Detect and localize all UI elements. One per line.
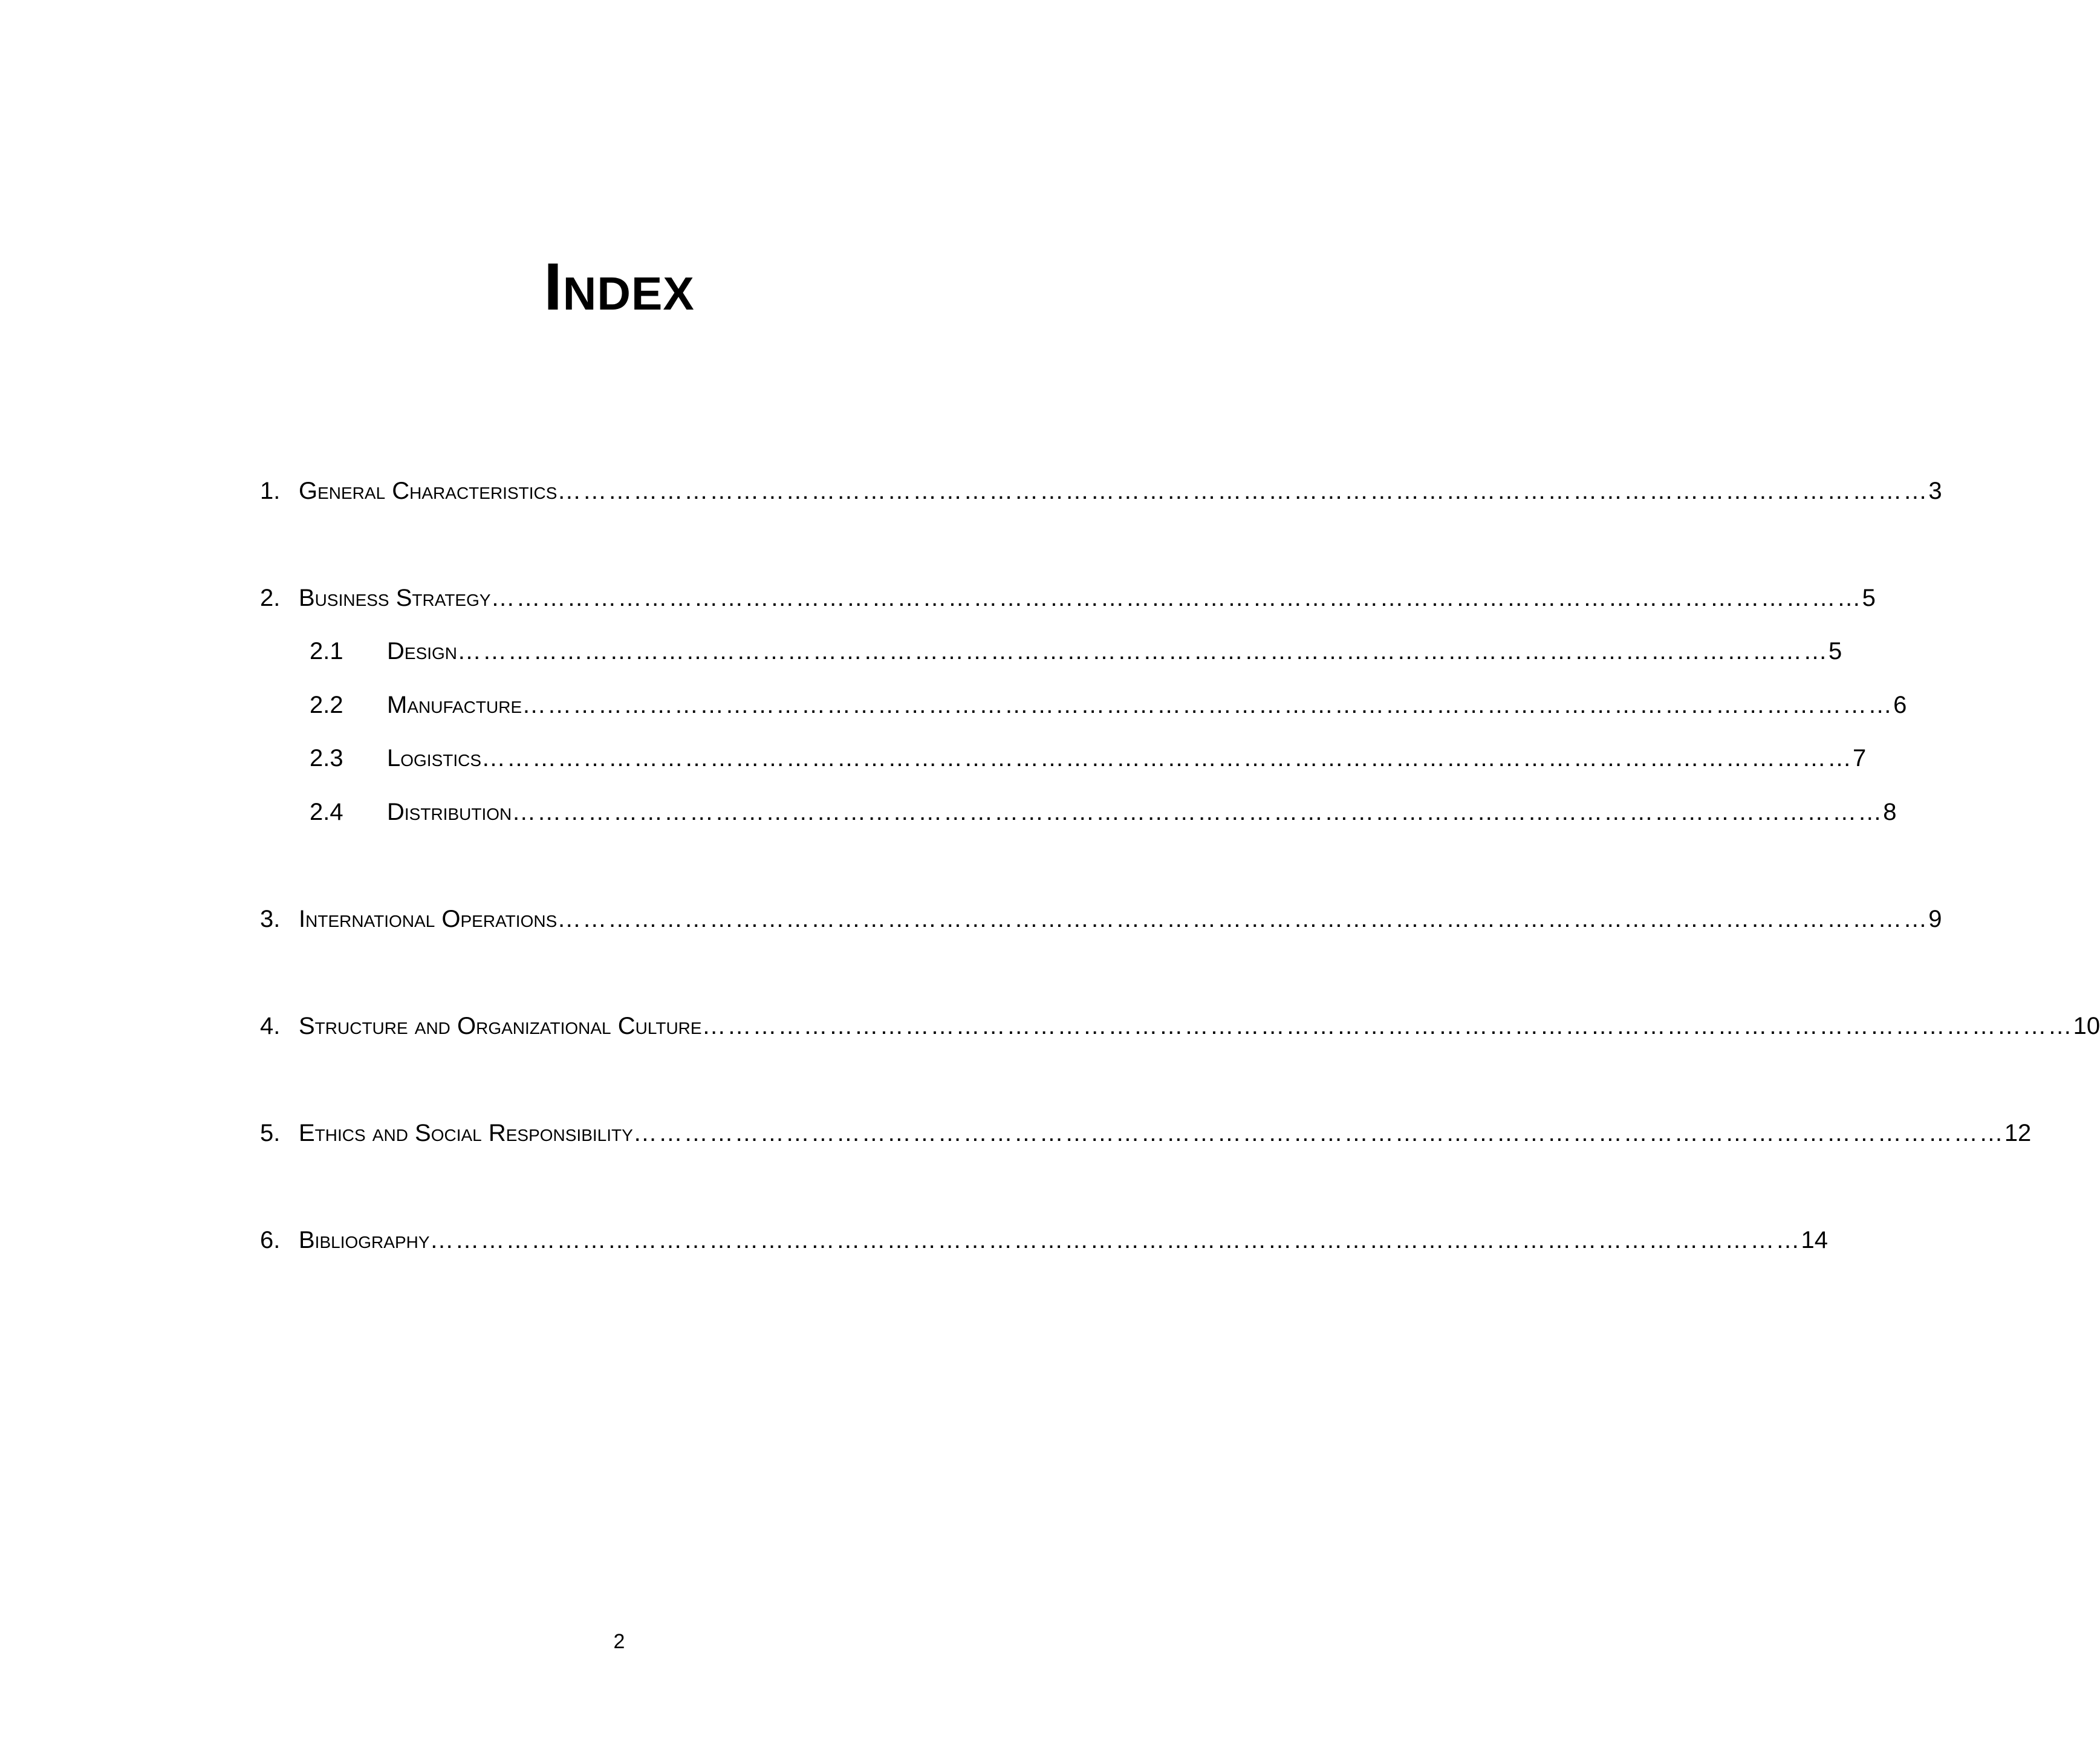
- toc-entry-page: 5: [1862, 585, 1876, 611]
- toc-entry-number: 4.: [260, 1013, 281, 1039]
- toc-entry-structure-culture: [260, 1007, 2100, 1045]
- toc-entry-ethics: [260, 1114, 2032, 1152]
- toc-entry-number: 2.3: [310, 745, 343, 772]
- toc-entry-page: 12: [2004, 1120, 2032, 1146]
- toc-entry-page: 6: [1893, 692, 1907, 718]
- toc-entry-page: 9: [1928, 906, 1942, 932]
- toc-entry-general-characteristics: [260, 472, 1942, 510]
- toc-entry-label: Logistics: [387, 745, 482, 772]
- toc-entry-label: General Characteristics: [299, 478, 558, 504]
- dot-leader: ………………………………………………………………………………………………………………………………………………: [457, 638, 1829, 664]
- dot-leader: ………………………………………………………………………………………………………………………………………………: [632, 1120, 2004, 1146]
- toc-entry-label: Business Strategy: [299, 585, 491, 611]
- toc-entry-number: 2.4: [310, 799, 343, 825]
- toc-entry-label: International Operations: [299, 906, 558, 932]
- toc-entry-manufacture: [310, 686, 1907, 724]
- toc-entry-distribution: [310, 793, 1897, 831]
- toc-entry-business-strategy: [260, 579, 1876, 617]
- toc-entry-number: 3.: [260, 906, 281, 932]
- toc-entry-page: 3: [1928, 478, 1942, 504]
- dot-leader: ………………………………………………………………………………………………………………………………………………: [557, 478, 1929, 504]
- toc-entry-label: Design: [387, 638, 458, 664]
- toc-entry-page: 8: [1883, 799, 1897, 825]
- toc-entry-label: Manufacture: [387, 692, 522, 718]
- dot-leader: ………………………………………………………………………………………………………………………………………………: [557, 906, 1929, 932]
- toc-entry-page: 10: [2073, 1013, 2100, 1039]
- toc-entry-page: 5: [1829, 638, 1842, 664]
- toc-entry-international-operations: [260, 900, 1942, 938]
- page-number: 2: [613, 1630, 625, 1653]
- toc-entry-label: Distribution: [387, 799, 512, 825]
- toc-entry-bibliography: [260, 1221, 1829, 1259]
- dot-leader: ………………………………………………………………………………………………………………………………………………: [522, 692, 1894, 718]
- dot-leader: ………………………………………………………………………………………………………………………………………………: [701, 1013, 2073, 1039]
- dot-leader: ………………………………………………………………………………………………………………………………………………: [429, 1227, 1801, 1253]
- toc-entry-number: 2.1: [310, 638, 343, 664]
- toc-entry-label: Structure and Organizational Culture: [299, 1013, 702, 1039]
- dot-leader: ………………………………………………………………………………………………………………………………………………: [481, 745, 1853, 772]
- page-title: Index: [544, 250, 695, 324]
- dot-leader: ………………………………………………………………………………………………………………………………………………: [512, 799, 1884, 825]
- toc-entry-number: 5.: [260, 1120, 281, 1146]
- toc-entry-page: 7: [1853, 745, 1867, 772]
- toc-entry-number: 2.2: [310, 692, 343, 718]
- dot-leader: ………………………………………………………………………………………………………………………………………………: [490, 585, 1862, 611]
- toc-entry-design: [310, 632, 1842, 671]
- toc-entry-label: Bibliography: [299, 1227, 430, 1253]
- toc-entry-number: 6.: [260, 1227, 281, 1253]
- toc-entry-page: 14: [1801, 1227, 1829, 1253]
- toc-entry-logistics: [310, 739, 1867, 778]
- toc-entry-number: 1.: [260, 478, 281, 504]
- toc-entry-label: Ethics and Social Responsibility: [299, 1120, 633, 1146]
- toc-entry-number: 2.: [260, 585, 281, 611]
